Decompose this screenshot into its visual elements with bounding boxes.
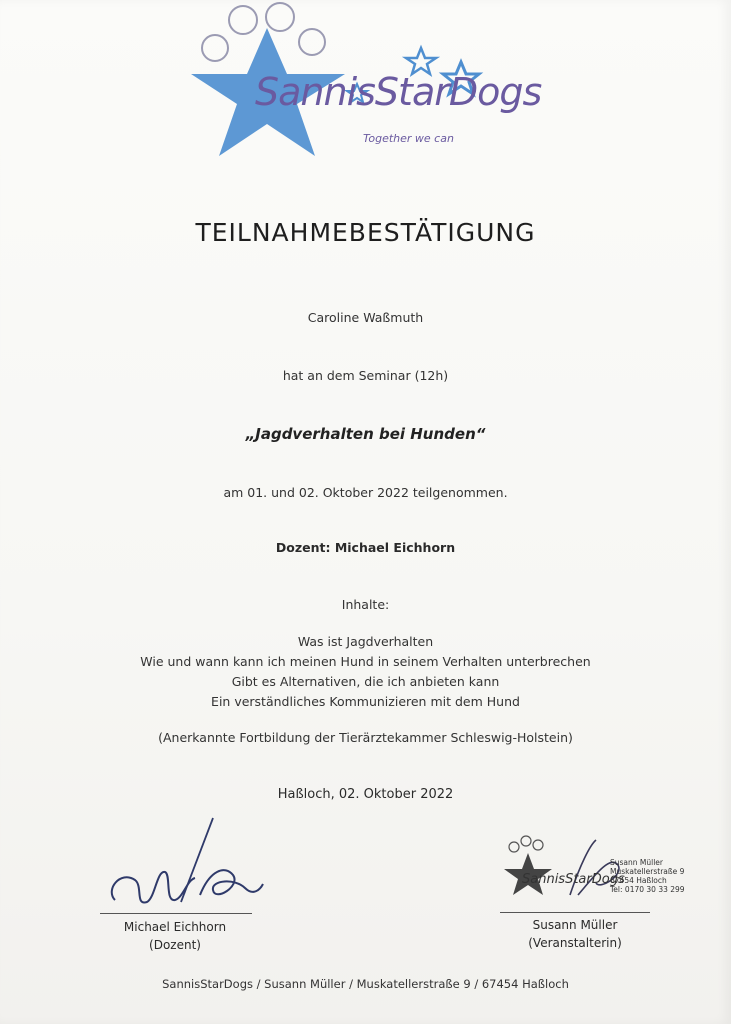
contents-list [0, 632, 731, 712]
seminar-title: „Jagdverhalten bei Hunden“ [245, 425, 486, 443]
stamp-line: 67454 Haßloch [610, 876, 667, 885]
date-line: am 01. und 02. Oktober 2022 teilgenommen. [223, 485, 508, 500]
signatory-left-name: Michael Eichhorn [123, 920, 227, 934]
contents-item: Ein verständliches Kommunizieren mit dem Hund [211, 694, 520, 709]
logo-wordmark: SannisStarDogs [255, 70, 542, 114]
accreditation-note: (Anerkannte Fortbildung der Tierärztekammer Schleswig-Holstein) [158, 730, 573, 745]
lecturer-line: Dozent: Michael Eichhorn [275, 540, 456, 555]
contents-label: Inhalte: [341, 597, 390, 612]
logo [185, 0, 545, 175]
signatory-left-role: (Dozent) [149, 938, 201, 952]
signatory-right-role: (Veranstalterin) [528, 936, 622, 950]
stamp-line: Tel: 0170 30 33 299 [610, 885, 685, 894]
signature-line-left [100, 913, 252, 914]
participant-name: Caroline Waßmuth [307, 310, 424, 325]
stamp-address [610, 858, 685, 894]
stamp-line: Susann Müller [610, 858, 663, 867]
contents-item: Wie und wann kann ich meinen Hund in seinem Verhalten unterbrechen [140, 654, 591, 669]
signature-left [95, 810, 265, 920]
footer-address: SannisStarDogs / Susann Müller / Muskatellerstraße 9 / 67454 Haßloch [162, 977, 569, 991]
signatory-right-name: Susann Müller [532, 918, 618, 932]
certificate-title: TEILNAHMEBESTÄTIGUNG [195, 218, 536, 247]
contents-item: Was ist Jagdverhalten [297, 634, 434, 649]
signature-line-right [500, 912, 650, 913]
contents-item: Gibt es Alternativen, die ich anbieten kann [231, 674, 500, 689]
seminar-intro: hat an dem Seminar (12h) [282, 368, 449, 383]
logo-tagline: Together we can [363, 132, 454, 145]
stamp-line: Muskatellerstraße 9 [610, 867, 685, 876]
place-date: Haßloch, 02. Oktober 2022 [277, 787, 454, 802]
stamp-wordmark: SannisStarDogs [522, 872, 625, 887]
